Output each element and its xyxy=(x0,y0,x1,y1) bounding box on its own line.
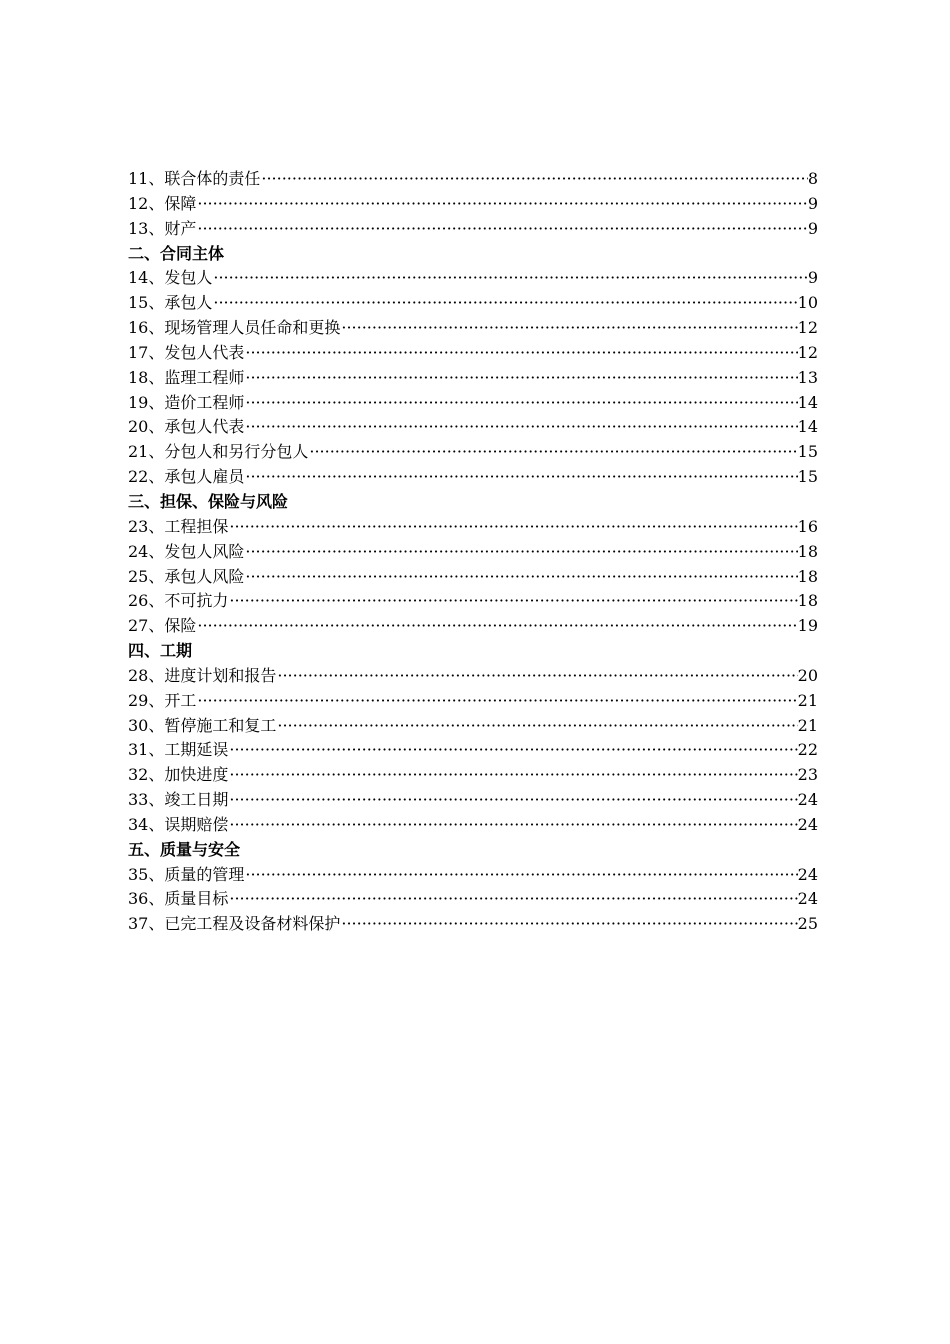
toc-page-number: 12 xyxy=(797,318,818,338)
toc-dot-leader xyxy=(245,341,797,366)
toc-entry[interactable] xyxy=(128,540,818,565)
toc-section-heading: 五、质量与安全 xyxy=(128,839,241,859)
toc-page-number: 19 xyxy=(797,616,818,636)
toc-dot-leader xyxy=(341,912,797,937)
toc-entry-title: 21、分包人和另行分包人 xyxy=(128,442,309,462)
toc-entry-title: 22、承包人雇员 xyxy=(128,467,245,487)
toc-entry-title: 23、工程担保 xyxy=(128,516,229,536)
toc-dot-leader xyxy=(229,589,797,614)
toc-dot-leader xyxy=(229,887,797,912)
toc-page-number: 13 xyxy=(797,367,818,387)
toc-entry-title: 35、质量的管理 xyxy=(128,864,245,884)
toc-entry-title: 32、加快进度 xyxy=(128,765,229,785)
toc-dot-leader xyxy=(229,515,797,540)
toc-entry[interactable] xyxy=(128,391,818,416)
toc-dot-leader xyxy=(245,391,797,416)
toc-dot-leader xyxy=(197,217,807,242)
toc-entry[interactable] xyxy=(128,664,818,689)
toc-page-number: 21 xyxy=(797,690,818,710)
toc-entry[interactable] xyxy=(128,589,818,614)
toc-entry[interactable] xyxy=(128,689,818,714)
toc-page-number: 24 xyxy=(797,864,818,884)
table-of-contents xyxy=(128,167,818,937)
toc-page-number: 22 xyxy=(797,740,818,760)
toc-dot-leader xyxy=(341,316,797,341)
toc-entry[interactable] xyxy=(128,614,818,639)
toc-dot-leader xyxy=(245,465,797,490)
toc-entry[interactable] xyxy=(128,912,818,937)
toc-entry-title: 12、保障 xyxy=(128,193,197,213)
toc-entry-title: 30、暂停施工和复工 xyxy=(128,715,277,735)
toc-entry-title: 14、发包人 xyxy=(128,268,213,288)
toc-entry-title: 24、发包人风险 xyxy=(128,541,245,561)
toc-dot-leader xyxy=(245,565,797,590)
toc-dot-leader xyxy=(229,738,797,763)
toc-entry-title: 26、不可抗力 xyxy=(128,591,229,611)
toc-dot-leader xyxy=(197,614,797,639)
toc-entry[interactable] xyxy=(128,366,818,391)
toc-dot-leader xyxy=(213,266,807,291)
toc-entry-title: 20、承包人代表 xyxy=(128,417,245,437)
toc-section-heading: 三、担保、保险与风险 xyxy=(128,491,289,511)
toc-page-number: 18 xyxy=(797,566,818,586)
toc-entry-title: 33、竣工日期 xyxy=(128,790,229,810)
toc-dot-leader xyxy=(213,291,797,316)
toc-page-number: 24 xyxy=(797,889,818,909)
toc-entry[interactable] xyxy=(128,887,818,912)
toc-entry[interactable] xyxy=(128,813,818,838)
toc-dot-leader xyxy=(197,689,797,714)
toc-page-number: 15 xyxy=(797,467,818,487)
toc-page-number: 14 xyxy=(797,392,818,412)
toc-entry-title: 25、承包人风险 xyxy=(128,566,245,586)
toc-dot-leader xyxy=(245,540,797,565)
toc-page-number: 9 xyxy=(807,268,818,288)
toc-entry-title: 37、已完工程及设备材料保护 xyxy=(128,914,341,934)
toc-entry-title: 27、保险 xyxy=(128,616,197,636)
toc-dot-leader xyxy=(245,415,797,440)
toc-page-number: 15 xyxy=(797,442,818,462)
toc-page-number: 24 xyxy=(797,790,818,810)
toc-page-number: 23 xyxy=(797,765,818,785)
toc-page-number: 14 xyxy=(797,417,818,437)
toc-dot-leader xyxy=(261,167,807,192)
toc-page-number: 25 xyxy=(797,914,818,934)
toc-page-number: 9 xyxy=(807,193,818,213)
toc-entry-title: 34、误期赔偿 xyxy=(128,814,229,834)
toc-entry[interactable] xyxy=(128,763,818,788)
toc-page-number: 20 xyxy=(797,665,818,685)
toc-entry-title: 29、开工 xyxy=(128,690,197,710)
toc-dot-leader xyxy=(229,813,797,838)
toc-page-number: 10 xyxy=(797,293,818,313)
toc-entry[interactable] xyxy=(128,440,818,465)
toc-section-heading: 四、工期 xyxy=(128,641,193,661)
toc-dot-leader xyxy=(309,440,797,465)
toc-entry[interactable] xyxy=(128,863,818,888)
toc-entry[interactable] xyxy=(128,291,818,316)
toc-dot-leader xyxy=(277,664,797,689)
toc-entry[interactable] xyxy=(128,341,818,366)
toc-entry-title: 11、联合体的责任 xyxy=(128,169,261,188)
toc-section-heading: 二、合同主体 xyxy=(128,243,225,263)
toc-page-number: 21 xyxy=(797,715,818,735)
toc-page-number: 12 xyxy=(797,342,818,362)
toc-entry-title: 36、质量目标 xyxy=(128,889,229,909)
toc-entry[interactable] xyxy=(128,714,818,739)
toc-entry[interactable] xyxy=(128,167,818,192)
toc-entry-title: 16、现场管理人员任命和更换 xyxy=(128,318,341,338)
toc-entry[interactable] xyxy=(128,738,818,763)
toc-dot-leader xyxy=(197,192,807,217)
toc-entry[interactable] xyxy=(128,515,818,540)
toc-page-number: 18 xyxy=(797,591,818,611)
toc-dot-leader xyxy=(229,763,797,788)
toc-entry[interactable] xyxy=(128,192,818,217)
toc-entry-title: 28、进度计划和报告 xyxy=(128,665,277,685)
toc-page-number: 16 xyxy=(797,516,818,536)
toc-entry-title: 31、工期延误 xyxy=(128,740,229,760)
toc-entry-title: 15、承包人 xyxy=(128,293,213,313)
toc-dot-leader xyxy=(229,788,797,813)
toc-page-number: 18 xyxy=(797,541,818,561)
toc-entry-title: 18、监理工程师 xyxy=(128,367,245,387)
toc-entry[interactable] xyxy=(128,415,818,440)
toc-dot-leader xyxy=(245,366,797,391)
toc-page-number: 24 xyxy=(797,814,818,834)
toc-entry[interactable] xyxy=(128,316,818,341)
toc-dot-leader xyxy=(277,714,797,739)
toc-dot-leader xyxy=(245,863,797,888)
toc-entry[interactable] xyxy=(128,788,818,813)
toc-entry[interactable] xyxy=(128,465,818,490)
toc-page-number: 8 xyxy=(807,169,818,188)
toc-entry[interactable] xyxy=(128,565,818,590)
toc-page-number: 9 xyxy=(807,218,818,238)
toc-entry-title: 17、发包人代表 xyxy=(128,342,245,362)
toc-entry-title: 19、造价工程师 xyxy=(128,392,245,412)
toc-entry-title: 13、财产 xyxy=(128,218,197,238)
toc-entry[interactable] xyxy=(128,266,818,291)
toc-entry[interactable] xyxy=(128,217,818,242)
